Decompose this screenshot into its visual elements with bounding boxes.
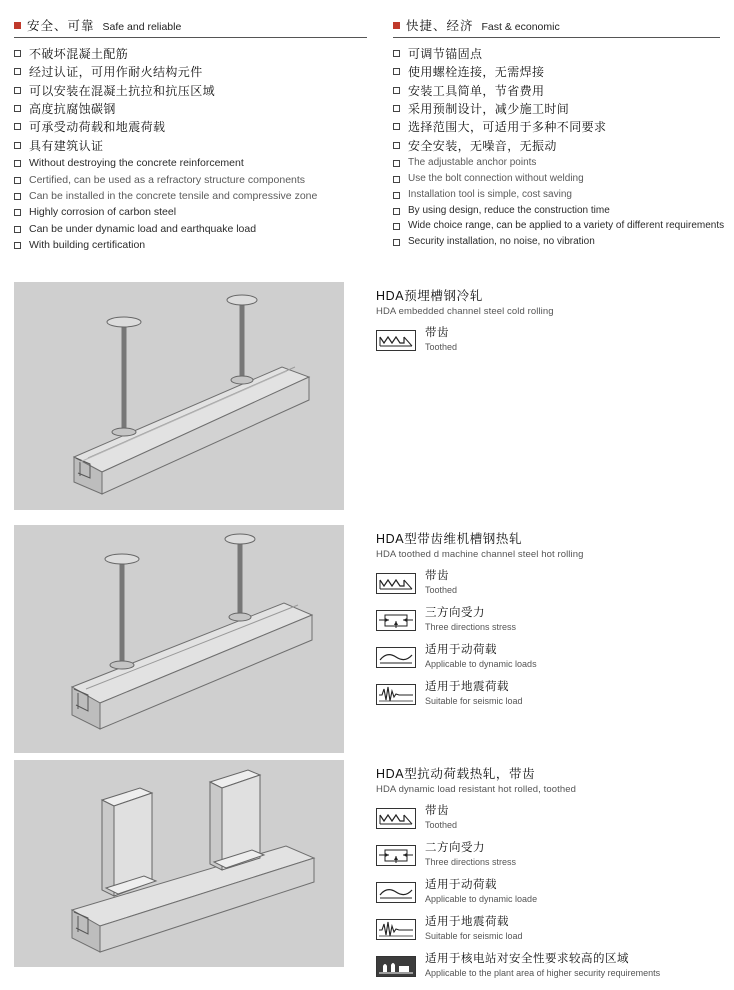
checkbox-icon	[393, 208, 400, 215]
product-photo-2	[14, 525, 344, 753]
property-label-cn: 带齿	[425, 570, 449, 582]
property-seismic-load	[376, 916, 720, 942]
property-label-cn: 二方向受力	[425, 842, 485, 855]
product-title-en: HDA toothed d machine channel steel hot rolling	[376, 549, 584, 560]
list-item-label: 采用预制设计，减少施工时间	[408, 102, 570, 117]
list-item-label: 高度抗腐蚀碳钢	[29, 102, 116, 117]
product-block-2	[14, 525, 720, 753]
product-photo-3	[14, 760, 344, 967]
product-info-3	[344, 760, 720, 990]
checkbox-icon	[14, 142, 21, 149]
property-label-en: Toothed	[425, 584, 458, 595]
list-item-label: Highly corrosion of carbon steel	[29, 206, 177, 219]
list-item	[393, 47, 720, 62]
list-item-label: 安全安装，无噪音，无振动	[408, 138, 557, 153]
checkbox-icon	[14, 226, 21, 233]
property-label-en: Three directions stress	[425, 621, 517, 632]
three-directions-icon	[376, 845, 416, 866]
list-item	[393, 65, 720, 80]
list-item-label: 可以安装在混凝土抗拉和抗压区域	[29, 83, 216, 98]
list-item	[14, 174, 367, 187]
property-three-directions	[376, 607, 720, 633]
red-square-icon	[14, 22, 21, 29]
list-item	[14, 190, 367, 203]
feature-heading-fast	[393, 16, 720, 38]
list-item	[393, 236, 720, 249]
checkbox-icon	[14, 105, 21, 112]
list-item	[14, 157, 367, 170]
property-toothed	[376, 570, 720, 596]
toothed-icon	[376, 573, 416, 594]
toothed-icon	[376, 808, 416, 829]
list-item	[393, 102, 720, 117]
list-item	[14, 120, 367, 135]
property-dynamic-load	[376, 644, 720, 670]
list-item-label: 可承受动荷载和地震荷载	[29, 120, 166, 135]
product-info-2	[344, 525, 720, 753]
checkbox-icon	[393, 160, 400, 167]
list-item-label: 经过认证，可用作耐火结构元件	[29, 65, 203, 80]
property-text	[425, 953, 660, 979]
property-label-cn: 适用于核电站对安全性要求较高的区域	[425, 953, 629, 966]
checkbox-icon	[393, 68, 400, 75]
dynamic-load-icon	[376, 647, 416, 668]
list-item	[393, 220, 725, 233]
feature-title-en: Safe and reliable	[102, 21, 182, 33]
feature-title-cn: 快捷、经济	[406, 19, 474, 33]
product-block-3	[14, 760, 720, 990]
red-square-icon	[393, 22, 400, 29]
list-item-label: The adjustable anchor points	[408, 157, 537, 169]
property-text	[425, 327, 457, 353]
property-label-cn: 适用于地震荷载	[425, 681, 509, 694]
property-label-en: Suitable for seismic load	[425, 695, 523, 706]
features-section	[0, 0, 734, 256]
feature-title-cn: 安全、可靠	[27, 19, 95, 33]
property-toothed	[376, 327, 720, 353]
property-text	[425, 607, 516, 633]
product-title-cn: HDA预埋槽钢冷轧	[376, 289, 483, 303]
property-text	[425, 879, 537, 905]
property-text	[425, 842, 516, 868]
property-dynamic-load	[376, 879, 720, 905]
property-label-cn: 带齿	[425, 327, 449, 339]
channel-hot-rolled-illustration	[14, 525, 344, 753]
checkbox-icon	[14, 160, 21, 167]
feature-column-fast	[367, 16, 725, 256]
nuclear-plant-icon	[376, 956, 416, 977]
checkbox-icon	[14, 68, 21, 75]
list-item-label: Without destroying the concrete reinforcement	[29, 157, 244, 170]
checkbox-icon	[393, 192, 400, 199]
list-item-label: Wide choice range, can be applied to a variety of different requirements	[408, 220, 725, 232]
property-text	[425, 570, 457, 596]
list-item-label: 具有建筑认证	[29, 138, 104, 153]
property-three-directions	[376, 842, 720, 868]
checkbox-icon	[393, 176, 400, 183]
list-item	[14, 139, 367, 154]
list-item-label: 安装工具简单，节省费用	[408, 83, 545, 98]
list-item	[393, 173, 720, 186]
property-label-cn: 适用于地震荷载	[425, 916, 509, 929]
list-item	[14, 239, 367, 252]
property-label-en: Applicable to dynamic loade	[425, 893, 538, 904]
checkbox-icon	[14, 209, 21, 216]
feature-column-safe	[14, 16, 367, 256]
checkbox-icon	[393, 142, 400, 149]
checkbox-icon	[14, 193, 21, 200]
list-item-label: With building certification	[29, 239, 146, 252]
property-text	[425, 681, 523, 707]
checkbox-icon	[393, 87, 400, 94]
list-item-label: 可调节锚固点	[408, 47, 483, 61]
seismic-load-icon	[376, 919, 416, 940]
checkbox-icon	[393, 223, 400, 230]
list-item	[14, 206, 367, 219]
feature-list-fast	[393, 47, 725, 249]
checkbox-icon	[14, 50, 21, 57]
checkbox-icon	[14, 87, 21, 94]
checkbox-icon	[393, 239, 400, 246]
checkbox-icon	[14, 123, 21, 130]
list-item	[14, 84, 367, 99]
product-title-en: HDA dynamic load resistant hot rolled, toothed	[376, 784, 576, 795]
list-item	[14, 223, 367, 236]
property-label-en: Suitable for seismic load	[425, 930, 523, 941]
list-item	[14, 65, 367, 80]
list-item	[393, 157, 720, 170]
dynamic-load-icon	[376, 882, 416, 903]
list-item-label: 不破坏混凝土配筋	[29, 47, 129, 61]
property-label-en: Applicable to the plant area of higher security requirements	[425, 967, 661, 978]
product-photo-1	[14, 282, 344, 510]
checkbox-icon	[393, 123, 400, 130]
list-item-label: 选择范围大，可适用于多种不同要求	[408, 120, 607, 135]
list-item	[14, 102, 367, 117]
list-item-label: 使用螺栓连接，无需焊接	[408, 65, 545, 80]
list-item	[393, 205, 720, 218]
product-block-1	[14, 282, 720, 510]
list-item	[393, 120, 720, 135]
property-toothed	[376, 805, 720, 831]
list-item	[393, 189, 720, 202]
property-nuclear-plant	[376, 953, 720, 979]
property-label-en: Three directions stress	[425, 856, 517, 867]
list-item	[14, 47, 367, 62]
seismic-load-icon	[376, 684, 416, 705]
toothed-icon	[376, 330, 416, 351]
list-item	[393, 84, 720, 99]
checkbox-icon	[14, 177, 21, 184]
property-text	[425, 805, 457, 831]
feature-list-safe	[14, 47, 367, 253]
list-item-label: Installation tool is simple, cost saving	[408, 188, 572, 200]
list-item	[393, 139, 720, 154]
list-item-label: Security installation, no noise, no vibration	[408, 236, 595, 248]
product-title-en: HDA embedded channel steel cold rolling	[376, 306, 554, 317]
checkbox-icon	[393, 50, 400, 57]
checkbox-icon	[393, 105, 400, 112]
list-item-label: Can be under dynamic load and earthquake load	[29, 222, 257, 235]
property-label-cn: 适用于动荷载	[425, 644, 497, 657]
property-text	[425, 916, 523, 942]
product-title-cn: HDA型抗动荷载热轧，带齿	[376, 767, 536, 781]
list-item-label: Certified, can be used as a refractory structure components	[29, 173, 306, 186]
three-directions-icon	[376, 610, 416, 631]
property-label-en: Toothed	[425, 819, 458, 830]
checkbox-icon	[14, 242, 21, 249]
channel-cold-rolled-illustration	[14, 282, 344, 510]
property-label-en: Applicable to dynamic loads	[425, 658, 537, 669]
property-seismic-load	[376, 681, 720, 707]
feature-heading-safe	[14, 16, 367, 38]
property-label-cn: 三方向受力	[425, 607, 485, 620]
property-text	[425, 644, 537, 670]
channel-dynamic-illustration	[14, 760, 344, 967]
list-item-label: By using design, reduce the construction time	[408, 204, 610, 216]
property-label-cn: 适用于动荷载	[425, 879, 497, 892]
feature-title-en: Fast & economic	[481, 21, 560, 33]
property-label-cn: 带齿	[425, 805, 449, 817]
list-item-label: Can be installed in the concrete tensile and compressive zone	[29, 190, 318, 203]
product-info-1	[344, 282, 720, 510]
product-title-cn: HDA型带齿维机槽钢热轧	[376, 532, 523, 546]
property-label-en: Toothed	[425, 341, 458, 352]
list-item-label: Use the bolt connection without welding	[408, 172, 584, 184]
